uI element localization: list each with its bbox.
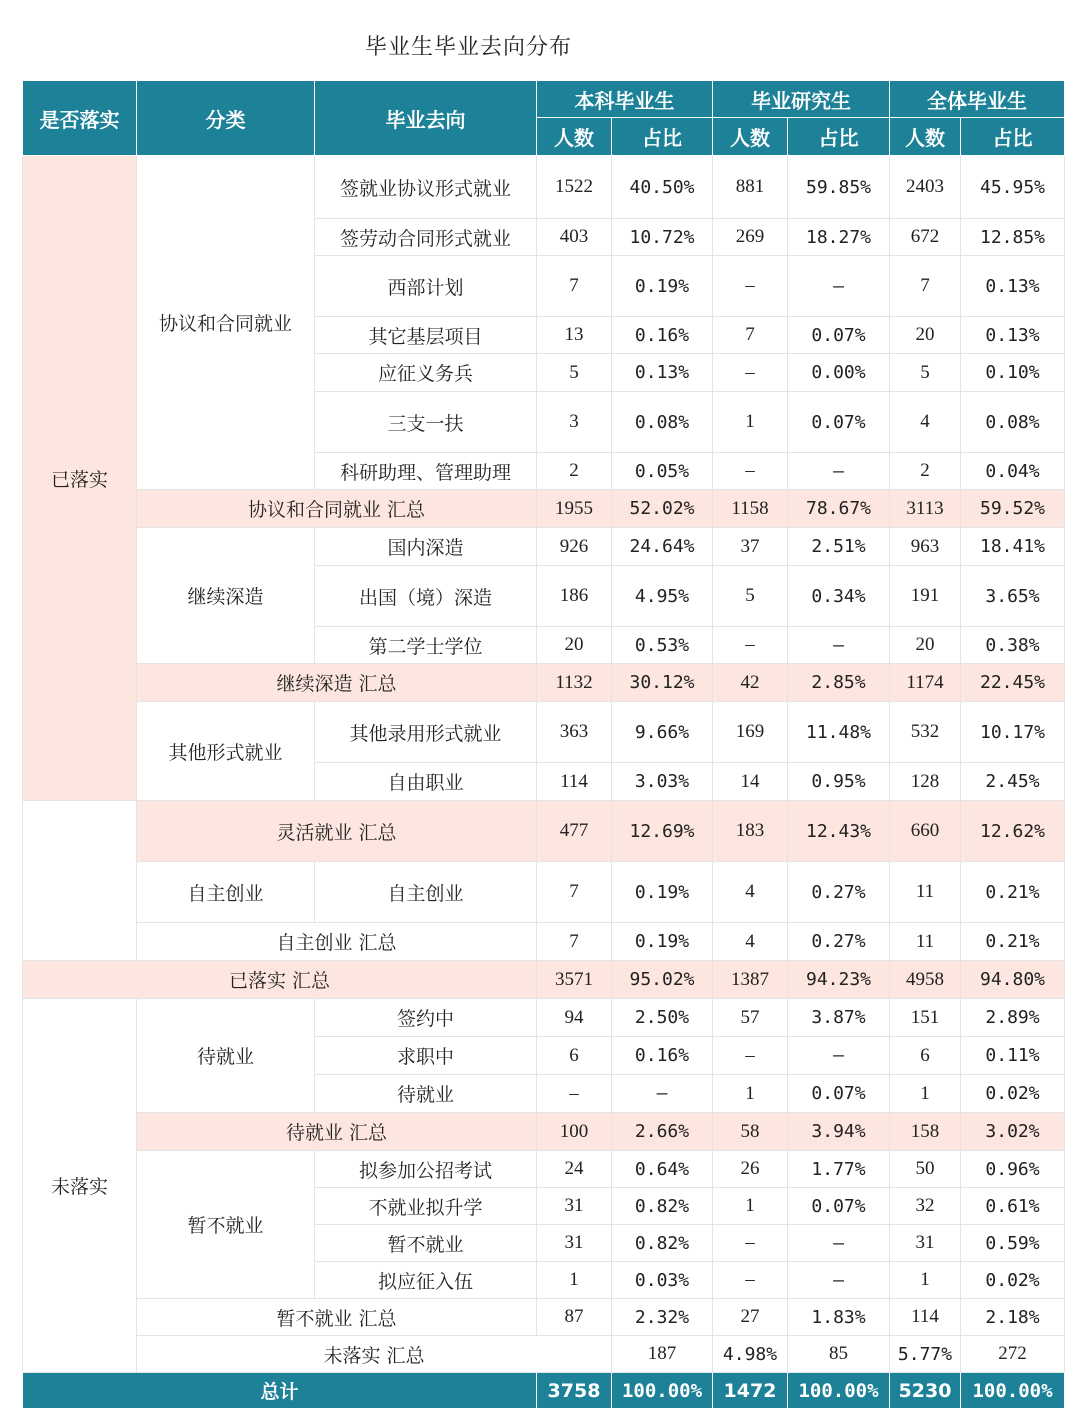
- value-cell: 403: [537, 219, 612, 256]
- value-cell: –: [788, 627, 890, 664]
- value-cell: 18.27%: [788, 219, 890, 256]
- subtotal-row: [23, 490, 1065, 528]
- value-cell: 3113: [890, 490, 961, 528]
- value-cell: 2.51%: [788, 528, 890, 566]
- destination-cell: 拟应征入伍: [315, 1262, 537, 1299]
- table-row: [23, 702, 1065, 763]
- value-cell: 3.02%: [961, 1113, 1065, 1151]
- value-cell: 94.80%: [961, 961, 1065, 999]
- value-cell: 5.77%: [890, 1336, 961, 1373]
- value-cell: 0.19%: [612, 862, 713, 923]
- value-cell: 0.53%: [612, 627, 713, 664]
- value-cell: –: [713, 354, 788, 392]
- value-cell: 269: [713, 219, 788, 256]
- value-cell: 6: [537, 1037, 612, 1075]
- value-cell: 57: [713, 999, 788, 1037]
- destination-cell: 自主创业: [315, 862, 537, 923]
- value-cell: 128: [890, 763, 961, 801]
- header-ratio: 占比: [961, 118, 1065, 156]
- value-cell: 4.95%: [612, 566, 713, 627]
- value-cell: 31: [537, 1225, 612, 1262]
- value-cell: 18.41%: [961, 528, 1065, 566]
- value-cell: 1: [890, 1262, 961, 1299]
- value-cell: 0.82%: [612, 1225, 713, 1262]
- value-cell: –: [713, 627, 788, 664]
- subtotal-row: [23, 1113, 1065, 1151]
- value-cell: 0.16%: [612, 1037, 713, 1075]
- destination-cell: 自由职业: [315, 763, 537, 801]
- value-cell: 1: [537, 1262, 612, 1299]
- category-waiting: 待就业: [137, 999, 315, 1113]
- value-cell: 0.13%: [961, 317, 1065, 354]
- value-cell: –: [612, 1075, 713, 1113]
- value-cell: 1472: [713, 1373, 788, 1409]
- value-cell: 0.07%: [788, 1075, 890, 1113]
- subtotal-row: [23, 801, 1065, 862]
- header-count: 人数: [537, 118, 612, 156]
- value-cell: 1.77%: [788, 1151, 890, 1188]
- value-cell: 1522: [537, 156, 612, 219]
- value-cell: 4: [713, 923, 788, 961]
- value-cell: 59.52%: [961, 490, 1065, 528]
- value-cell: 30.12%: [612, 664, 713, 702]
- value-cell: –: [537, 1075, 612, 1113]
- value-cell: –: [713, 1262, 788, 1299]
- value-cell: 881: [713, 156, 788, 219]
- subtotal-label: 暂不就业 汇总: [137, 1299, 537, 1336]
- subtotal-label: 继续深造 汇总: [137, 664, 537, 702]
- value-cell: 0.13%: [612, 354, 713, 392]
- value-cell: 59.85%: [788, 156, 890, 219]
- value-cell: 158: [890, 1113, 961, 1151]
- value-cell: 1158: [713, 490, 788, 528]
- value-cell: 0.08%: [612, 392, 713, 453]
- value-cell: 7: [713, 317, 788, 354]
- value-cell: 5: [713, 566, 788, 627]
- value-cell: –: [788, 1262, 890, 1299]
- value-cell: –: [713, 453, 788, 490]
- value-cell: 31: [890, 1225, 961, 1262]
- destination-cell: 求职中: [315, 1037, 537, 1075]
- header-postgrad: 毕业研究生: [713, 81, 890, 118]
- value-cell: 0.11%: [961, 1037, 1065, 1075]
- value-cell: 926: [537, 528, 612, 566]
- value-cell: 100: [537, 1113, 612, 1151]
- value-cell: 24.64%: [612, 528, 713, 566]
- value-cell: 0.07%: [788, 392, 890, 453]
- value-cell: 1132: [537, 664, 612, 702]
- value-cell: 0.38%: [961, 627, 1065, 664]
- value-cell: 58: [713, 1113, 788, 1151]
- value-cell: 12.85%: [961, 219, 1065, 256]
- category-other: 其他形式就业: [137, 702, 315, 801]
- destination-cell: 签劳动合同形式就业: [315, 219, 537, 256]
- header-undergrad: 本科毕业生: [537, 81, 713, 118]
- value-cell: 100.00%: [788, 1373, 890, 1409]
- value-cell: 2.89%: [961, 999, 1065, 1037]
- total-row: [23, 1373, 1065, 1409]
- status-placed: 已落实: [23, 156, 137, 801]
- value-cell: 0.59%: [961, 1225, 1065, 1262]
- value-cell: 94: [537, 999, 612, 1037]
- value-cell: 50: [890, 1151, 961, 1188]
- value-cell: –: [713, 1037, 788, 1075]
- status-blank: [23, 801, 137, 961]
- status-unplaced: 未落实: [23, 999, 137, 1373]
- value-cell: 42: [713, 664, 788, 702]
- value-cell: 11.48%: [788, 702, 890, 763]
- category-self-employed: 自主创业: [137, 862, 315, 923]
- value-cell: 0.02%: [961, 1075, 1065, 1113]
- subtotal-row: [23, 1336, 1065, 1373]
- subtotal-label: 已落实 汇总: [23, 961, 537, 999]
- header-count: 人数: [713, 118, 788, 156]
- value-cell: –: [788, 1037, 890, 1075]
- value-cell: 0.05%: [612, 453, 713, 490]
- value-cell: 0.10%: [961, 354, 1065, 392]
- value-cell: 20: [890, 627, 961, 664]
- value-cell: 2.32%: [612, 1299, 713, 1336]
- value-cell: 0.16%: [612, 317, 713, 354]
- table-row: [23, 528, 1065, 566]
- value-cell: –: [713, 256, 788, 317]
- value-cell: 2: [537, 453, 612, 490]
- value-cell: 0.27%: [788, 923, 890, 961]
- value-cell: 1: [713, 1188, 788, 1225]
- value-cell: 114: [890, 1299, 961, 1336]
- value-cell: 1387: [713, 961, 788, 999]
- value-cell: 672: [890, 219, 961, 256]
- value-cell: 0.64%: [612, 1151, 713, 1188]
- table-title: 毕业生毕业去向分布: [365, 35, 573, 60]
- value-cell: 363: [537, 702, 612, 763]
- subtotal-row: [23, 923, 1065, 961]
- value-cell: 4958: [890, 961, 961, 999]
- subtotal-row: [23, 961, 1065, 999]
- value-cell: –: [788, 256, 890, 317]
- value-cell: 20: [537, 627, 612, 664]
- value-cell: 5: [537, 354, 612, 392]
- destination-cell: 第二学士学位: [315, 627, 537, 664]
- subtotal-label: 协议和合同就业 汇总: [137, 490, 537, 528]
- value-cell: 0.03%: [612, 1262, 713, 1299]
- value-cell: 477: [537, 801, 612, 862]
- destination-cell: 出国（境）深造: [315, 566, 537, 627]
- value-cell: 26: [713, 1151, 788, 1188]
- value-cell: –: [788, 1225, 890, 1262]
- value-cell: 2.66%: [612, 1113, 713, 1151]
- value-cell: 6: [890, 1037, 961, 1075]
- destination-cell: 其它基层项目: [315, 317, 537, 354]
- subtotal-label: 自主创业 汇总: [137, 923, 537, 961]
- header-ratio: 占比: [788, 118, 890, 156]
- subtotal-row: [23, 1299, 1065, 1336]
- subtotal-label: 灵活就业 汇总: [137, 801, 537, 862]
- value-cell: 0.82%: [612, 1188, 713, 1225]
- value-cell: 1: [713, 1075, 788, 1113]
- total-label: 总计: [23, 1373, 537, 1409]
- value-cell: 100.00%: [612, 1373, 713, 1409]
- destination-cell: 应征义务兵: [315, 354, 537, 392]
- value-cell: 0.21%: [961, 923, 1065, 961]
- value-cell: 963: [890, 528, 961, 566]
- destination-cell: 不就业拟升学: [315, 1188, 537, 1225]
- value-cell: 1174: [890, 664, 961, 702]
- value-cell: 1: [713, 392, 788, 453]
- category-further-study: 继续深造: [137, 528, 315, 664]
- value-cell: 3: [537, 392, 612, 453]
- value-cell: 0.19%: [612, 256, 713, 317]
- value-cell: 4: [713, 862, 788, 923]
- value-cell: 4: [890, 392, 961, 453]
- value-cell: 2403: [890, 156, 961, 219]
- table-row: [23, 156, 1065, 219]
- value-cell: 32: [890, 1188, 961, 1225]
- value-cell: 52.02%: [612, 490, 713, 528]
- value-cell: 12.43%: [788, 801, 890, 862]
- value-cell: 10.17%: [961, 702, 1065, 763]
- header-ratio: 占比: [612, 118, 713, 156]
- subtotal-label: 未落实 汇总: [137, 1336, 612, 1373]
- subtotal-label: 待就业 汇总: [137, 1113, 537, 1151]
- value-cell: 13: [537, 317, 612, 354]
- header-destination: 毕业去向: [315, 81, 537, 156]
- value-cell: 0.21%: [961, 862, 1065, 923]
- header-category: 分类: [137, 81, 315, 156]
- category-agreement: 协议和合同就业: [137, 156, 315, 490]
- value-cell: 2: [890, 453, 961, 490]
- value-cell: 7: [537, 923, 612, 961]
- value-cell: 2.85%: [788, 664, 890, 702]
- value-cell: 0.96%: [961, 1151, 1065, 1188]
- value-cell: 1: [890, 1075, 961, 1113]
- value-cell: 0.61%: [961, 1188, 1065, 1225]
- header-all: 全体毕业生: [890, 81, 1065, 118]
- value-cell: 0.34%: [788, 566, 890, 627]
- value-cell: 151: [890, 999, 961, 1037]
- value-cell: 27: [713, 1299, 788, 1336]
- value-cell: 0.00%: [788, 354, 890, 392]
- value-cell: 5: [890, 354, 961, 392]
- value-cell: 100.00%: [961, 1373, 1065, 1409]
- value-cell: 1955: [537, 490, 612, 528]
- destination-cell: 其他录用形式就业: [315, 702, 537, 763]
- value-cell: 3.03%: [612, 763, 713, 801]
- destination-cell: 科研助理、管理助理: [315, 453, 537, 490]
- value-cell: 45.95%: [961, 156, 1065, 219]
- value-cell: 20: [890, 317, 961, 354]
- value-cell: 0.07%: [788, 1188, 890, 1225]
- value-cell: 183: [713, 801, 788, 862]
- value-cell: 3758: [537, 1373, 612, 1409]
- value-cell: 7: [537, 862, 612, 923]
- value-cell: 10.72%: [612, 219, 713, 256]
- category-not-seeking: 暂不就业: [137, 1151, 315, 1299]
- value-cell: 12.69%: [612, 801, 713, 862]
- table-row: [23, 999, 1065, 1037]
- value-cell: 3.87%: [788, 999, 890, 1037]
- value-cell: 191: [890, 566, 961, 627]
- value-cell: 0.04%: [961, 453, 1065, 490]
- value-cell: 0.27%: [788, 862, 890, 923]
- value-cell: 1.83%: [788, 1299, 890, 1336]
- value-cell: 85: [788, 1336, 890, 1373]
- value-cell: 0.08%: [961, 392, 1065, 453]
- value-cell: 11: [890, 923, 961, 961]
- value-cell: 24: [537, 1151, 612, 1188]
- value-cell: 2.50%: [612, 999, 713, 1037]
- header-status: 是否落实: [23, 81, 137, 156]
- destination-cell: 签约中: [315, 999, 537, 1037]
- subtotal-row: [23, 664, 1065, 702]
- value-cell: 3571: [537, 961, 612, 999]
- value-cell: 22.45%: [961, 664, 1065, 702]
- value-cell: 87: [537, 1299, 612, 1336]
- value-cell: 0.07%: [788, 317, 890, 354]
- value-cell: 31: [537, 1188, 612, 1225]
- value-cell: 11: [890, 862, 961, 923]
- value-cell: 532: [890, 702, 961, 763]
- value-cell: 0.19%: [612, 923, 713, 961]
- destination-table: [22, 80, 1065, 1409]
- value-cell: 272: [961, 1336, 1065, 1373]
- value-cell: –: [713, 1225, 788, 1262]
- value-cell: 7: [537, 256, 612, 317]
- value-cell: 0.95%: [788, 763, 890, 801]
- value-cell: 94.23%: [788, 961, 890, 999]
- value-cell: 78.67%: [788, 490, 890, 528]
- destination-cell: 待就业: [315, 1075, 537, 1113]
- value-cell: –: [788, 453, 890, 490]
- value-cell: 37: [713, 528, 788, 566]
- header-count: 人数: [890, 118, 961, 156]
- value-cell: 114: [537, 763, 612, 801]
- value-cell: 4.98%: [713, 1336, 788, 1373]
- value-cell: 7: [890, 256, 961, 317]
- value-cell: 0.13%: [961, 256, 1065, 317]
- value-cell: 12.62%: [961, 801, 1065, 862]
- value-cell: 9.66%: [612, 702, 713, 763]
- table-row: [23, 862, 1065, 923]
- value-cell: 14: [713, 763, 788, 801]
- value-cell: 40.50%: [612, 156, 713, 219]
- value-cell: 2.45%: [961, 763, 1065, 801]
- value-cell: 0.02%: [961, 1262, 1065, 1299]
- destination-cell: 三支一扶: [315, 392, 537, 453]
- value-cell: 660: [890, 801, 961, 862]
- destination-cell: 签就业协议形式就业: [315, 156, 537, 219]
- destination-cell: 国内深造: [315, 528, 537, 566]
- value-cell: 187: [612, 1336, 713, 1373]
- destination-cell: 暂不就业: [315, 1225, 537, 1262]
- value-cell: 3.65%: [961, 566, 1065, 627]
- table-row: [23, 1151, 1065, 1188]
- destination-cell: 拟参加公招考试: [315, 1151, 537, 1188]
- value-cell: 186: [537, 566, 612, 627]
- destination-cell: 西部计划: [315, 256, 537, 317]
- value-cell: 3.94%: [788, 1113, 890, 1151]
- value-cell: 95.02%: [612, 961, 713, 999]
- value-cell: 5230: [890, 1373, 961, 1409]
- value-cell: 2.18%: [961, 1299, 1065, 1336]
- value-cell: 169: [713, 702, 788, 763]
